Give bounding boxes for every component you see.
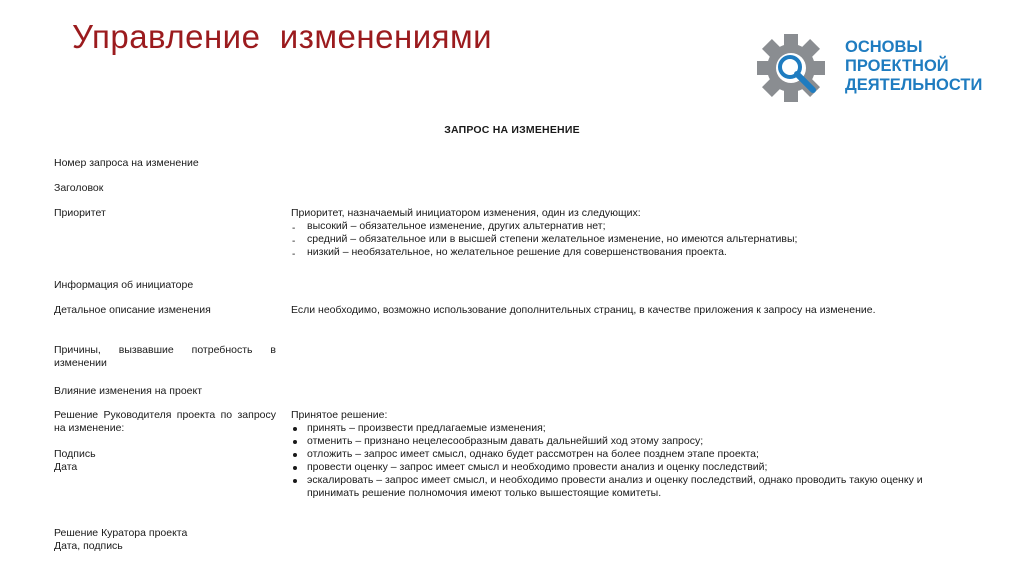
priority-option: - высокий – обязательное изменение, других альтернатив нет; <box>291 220 971 233</box>
priority-intro: Приоритет, назначаемый инициатором изменения, один из следующих: <box>291 207 641 219</box>
decision-option: отменить – признано нецелесообразным давать дальнейший ход этому запросу; <box>291 435 951 448</box>
curator-block <box>54 527 276 553</box>
label-pm-decision: Решение Руководителя проекта по запросу на изменение: <box>54 409 276 434</box>
logo-text <box>845 38 982 95</box>
label-reasons: Причины, вызвавшие потребность в изменении <box>54 344 276 369</box>
decision-block <box>291 409 951 500</box>
label-request-number: Номер запроса на изменение <box>54 157 199 169</box>
logo-line-3: ДЕЯТЕЛЬНОСТИ <box>845 76 983 94</box>
logo-line-1: ОСНОВЫ <box>845 38 923 56</box>
slide-title: Управление изменениями <box>72 18 493 55</box>
label-curator-decision: Решение Куратора проекта <box>54 527 188 539</box>
label-curator-date-signature: Дата, подпись <box>54 540 123 552</box>
logo-line-2: ПРОЕКТНОЙ <box>845 57 949 75</box>
label-impact: Влияние изменения на проект <box>54 385 203 397</box>
decision-option: принять – произвести предлагаемые изменения; <box>291 422 951 435</box>
priority-option: - средний – обязательное или в высшей степени желательное изменение, но имеются альтернативы; <box>291 233 971 246</box>
decision-option: отложить – запрос имеет смысл, однако будет рассмотрен на более позднем этапе проекта; <box>291 448 951 461</box>
logo <box>757 30 1007 106</box>
decision-list <box>291 422 951 500</box>
label-date: Дата <box>54 461 78 473</box>
label-priority: Приоритет <box>54 207 106 219</box>
label-description: Детальное описание изменения <box>54 304 211 316</box>
label-initiator: Информация об инициаторе <box>54 279 194 291</box>
priority-option: - низкий – необязательное, но желательное решение для совершенствования проекта. <box>291 246 971 259</box>
gear-magnifier-logo-icon <box>757 30 833 106</box>
decision-option: эскалировать – запрос имеет смысл, и необходимо провести анализ и оценку последствий, однако проводить такую оценку и принимать решение полномочия имеют только вышестоящие комитеты. <box>291 474 951 500</box>
form-heading: ЗАПРОС НА ИЗМЕНЕНИЕ <box>444 124 580 136</box>
label-signature: Подпись <box>54 448 96 460</box>
decision-intro: Принятое решение: <box>291 409 388 421</box>
decision-option: провести оценку – запрос имеет смысл и необходимо провести анализ и оценку последствий; <box>291 461 951 474</box>
pm-decision-block <box>54 409 276 474</box>
priority-list <box>291 220 971 259</box>
priority-block <box>291 207 971 259</box>
description-text: Если необходимо, возможно использование дополнительных страниц, в качестве приложения к запросу на изменение. <box>291 304 876 316</box>
label-title: Заголовок <box>54 182 104 194</box>
